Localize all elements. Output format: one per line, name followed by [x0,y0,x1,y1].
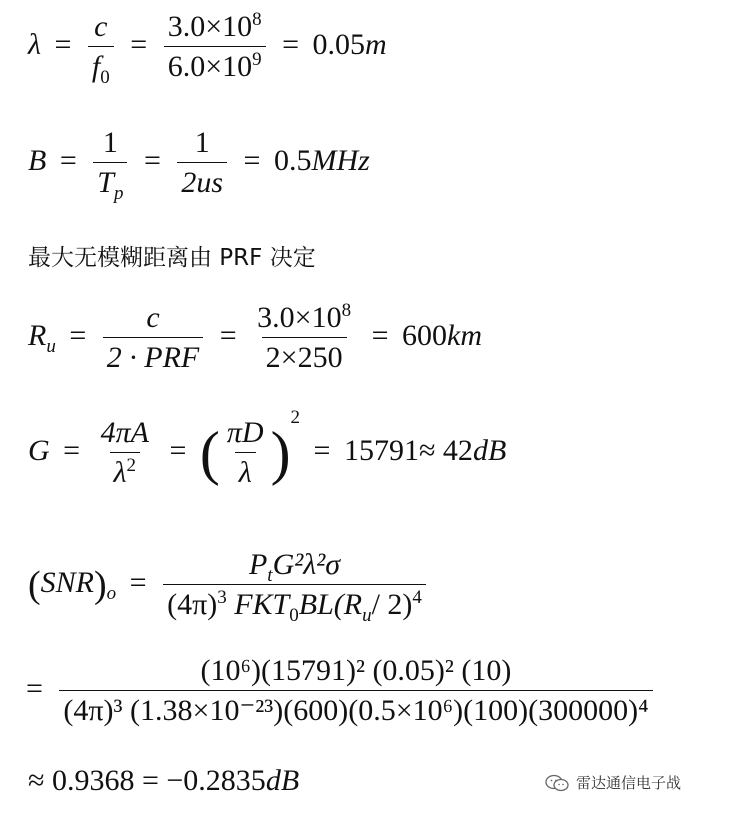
fraction-1-over-2us: $\frac{1}{2us}$ [177,128,227,198]
watermark [544,772,681,793]
fraction-numeric-substitution: $\frac{\text{(10⁶)(15791)² (0.05)² (10)}}{\text{(4π)³ (1.38×10⁻²³)(600)(0.5×10⁶)(100)(300000)⁴}}$ [59,656,652,726]
equation-gain: G = $\frac{4\pi A}{\lambda^2}$ = ( $\frac{\pi D}{\lambda}$ )$^2$ = 15791≈ 42dB [28,406,507,489]
equation-wavelength: λ = $\frac{c}{f_0}$ = $\frac{3.0\times 10^8}{6.0\times 10^9}$ = 0.05m [28,9,387,88]
fraction-pid-over-lambda: $\frac{\pi D}{\lambda}$ [226,416,264,489]
text-max-unambiguous-range: 最大无模糊距离由 PRF 决定 [28,245,316,271]
fraction-c-over-f0: $\frac{c}{f_0}$ [88,12,114,82]
equation-snr-result: ≈ 0.9368 = −0.2835dB [28,764,300,797]
right-paren: ) [270,420,291,486]
equation-snr-numeric: = $\frac{\text{(10⁶)(15791)² (0.05)² (10)}}{\text{(4π)³ (1.38×10⁻²³)(600)(0.5×10⁶)(100)(300000)⁴}}$ [26,656,656,726]
result-unit: m [365,27,387,61]
fraction-numeric: $\frac{3.0\times 10^8}{2\times 250}$ [257,300,352,374]
equation-range: $R_u$ = $\frac{c}{\text{2 · PRF}}$ = $\frac{3.0\times 10^8}{2\times 250}$ = 600km [28,300,482,374]
symbol-lambda: λ [28,27,41,61]
wechat-icon [544,774,570,792]
left-paren: ( [199,420,220,486]
equation-bandwidth: B = $\frac{1}{T_p}$ = $\frac{1}{2us}$ = 0.5MHz [28,126,370,204]
watermark-text: 雷达通信电子战 [576,774,682,792]
fraction-numeric: $\frac{3.0\times 10^8}{6.0\times 10^9}$ [164,12,266,82]
fraction-1-over-tp: $\frac{1}{T_p}$ [93,128,127,198]
fraction-c-over-2prf: $\frac{c}{\text{2 · PRF}}$ [103,303,203,373]
result-value: 0.05 [312,27,366,61]
fraction-4pia-over-lambda2: $\frac{4\pi A}{\lambda^2}$ [100,416,149,489]
equation-snr-symbolic: $(SNR)_o$ = $\frac{P_tG^2\lambda^2\sigma}{(4\pi)^3 FKT_0BL(R_u/ 2)^4}$ [28,550,429,620]
fraction-radar-equation: $\frac{P_tG^2\lambda^2\sigma}{(4\pi)^3 FKT_0BL(R_u/ 2)^4}$ [163,550,426,620]
